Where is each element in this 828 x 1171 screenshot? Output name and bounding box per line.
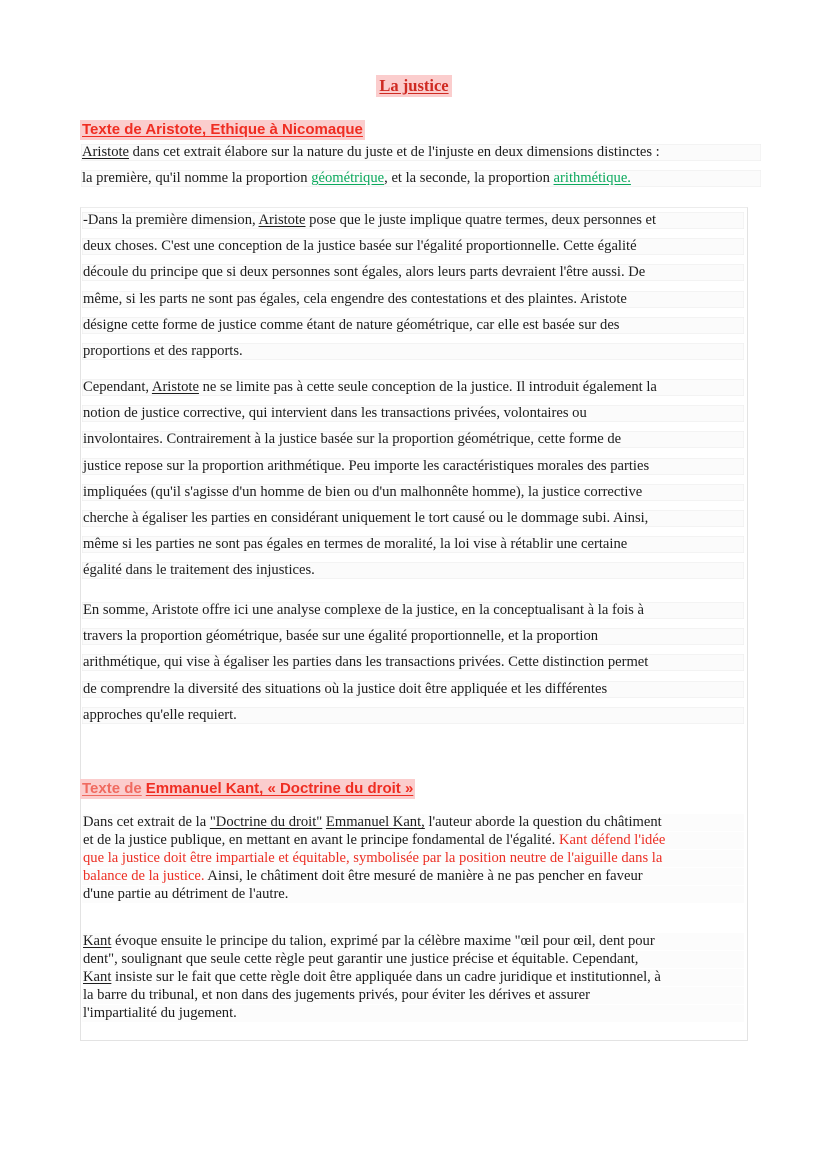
entity-aristote: Aristote [82,144,130,160]
text-run: dans cet extrait élabore sur la nature du juste et de l'injuste en deux dimensions distinctes : [129,144,660,160]
intro-paragraph [81,144,761,196]
text-run: la première, qu'il nomme la proportion [82,170,312,187]
text-line: dent", soulignant que seule cette règle peut garantir une justice précise et équitable. Cependant, [82,951,744,968]
text-line [82,969,744,986]
paragraph-aristote-2 [82,379,744,589]
text-line: l'impartialité du jugement. [82,1005,744,1022]
text-line: d'une partie au détriment de l'autre. [82,886,744,903]
text-run: l'auteur aborde la question du châtiment [424,814,662,830]
text-line: la barre du tribunal, et non dans des jugements privés, pour éviter les dérives et assurer [82,987,744,1004]
section-heading-aristote-text: Texte de Aristote, Ethique à Nicomaque [82,121,363,138]
paragraph-kant-1 [82,814,744,904]
text-line: découle du principe que si deux personnes sont égales, alors leurs parts devraient l'être aussi. De [82,264,744,281]
text-line: deux choses. C'est une conception de la justice basée sur l'égalité proportionnelle. Cette égalité [82,238,744,255]
text-run: Dans cet extrait de la [83,814,210,830]
highlight-text: balance de la justice. [83,868,205,884]
text-run: et de la justice publique, en mettant en avant le principe fondamental de l'égalité. [83,832,559,848]
text-line [82,212,744,229]
text-line [82,850,744,867]
entity-kant: Kant [83,969,112,985]
text-line: notion de justice corrective, qui intervient dans les transactions privées, volontaires ou [82,405,744,422]
highlight-text: Kant défend l'idée [558,832,666,848]
text-line [82,868,744,885]
entity-aristote: Aristote [258,212,306,228]
section-heading-kant [80,779,415,799]
section-heading-aristote [80,120,365,140]
page-title-text: La justice [376,75,451,97]
entity-emmanuel-kant: Emmanuel Kant, [325,814,425,830]
page-title [0,76,828,97]
text-run: pose que le juste implique quatre termes, deux personnes et [305,212,657,228]
text-line [82,379,744,396]
text-line [82,832,744,849]
text-line [82,933,744,950]
text-line: de comprendre la diversité des situations où la justice doit être appliquée et les différentes [82,681,744,698]
text-line [81,144,761,161]
text-line: même si les parties ne sont pas égales en termes de moralité, la loi vise à rétablir une certaine [82,536,744,553]
text-line: involontaires. Contrairement à la justice basée sur la proportion géométrique, cette forme de [82,431,744,448]
text-run: évoque ensuite le principe du talion, exprimé par la célèbre maxime "œil pour œil, dent pour [111,933,655,949]
text-line [81,170,761,187]
text-run: ne se limite pas à cette seule conception de la justice. Il introduit également la [198,379,657,395]
text-run: -Dans la première dimension, [83,212,259,228]
text-line: cherche à égaliser les parties en considérant uniquement le tort causé ou le dommage subi. Ainsi, [82,510,744,527]
text-line: impliquées (qu'il s'agisse d'un homme de bien ou d'un malhonnête homme), la justice corrective [82,484,744,501]
section-heading-kant-text: Emmanuel Kant, « Doctrine du droit » [145,780,414,797]
text-line: même, si les parts ne sont pas égales, cela engendre des contestations et des plaintes. Aristote [82,291,744,308]
link-arithmetique[interactable]: arithmétique. [553,170,631,187]
entity-aristote: Aristote [151,379,199,395]
text-line: travers la proportion géométrique, basée sur une égalité proportionnelle, et la proportion [82,628,744,645]
work-title-doctrine-du-droit: "Doctrine du droit" [209,814,323,830]
text-line: égalité dans le traitement des injustices. [82,562,744,579]
text-run: Cependant, [83,379,152,395]
section-heading-kant-prefix: Texte de [82,780,142,797]
text-run: insiste sur le fait que cette règle doit être appliquée dans un cadre juridique et institutionnel, à [111,969,661,985]
text-run: Ainsi, le châtiment doit être mesuré de manière à ne pas pencher en faveur [204,868,643,884]
text-line: justice repose sur la proportion arithmétique. Peu importe les caractéristiques morales des parties [82,458,744,475]
text-run: , et la seconde, la proportion [384,170,554,187]
text-line: En somme, Aristote offre ici une analyse complexe de la justice, en la conceptualisant à la fois à [82,602,744,619]
text-line: arithmétique, qui vise à égaliser les parties dans les transactions privées. Cette distinction permet [82,654,744,671]
text-line: désigne cette forme de justice comme étant de nature géométrique, car elle est basée sur des [82,317,744,334]
link-geometrique[interactable]: géométrique [311,170,385,187]
paragraph-kant-2 [82,933,744,1023]
text-line: proportions et des rapports. [82,343,744,360]
highlight-text: que la justice doit être impartiale et équitable, symbolisée par la position neutre de l'aiguille dans la [83,850,663,866]
paragraph-aristote-1 [82,212,744,369]
text-line [82,814,744,831]
text-line: approches qu'elle requiert. [82,707,744,724]
entity-kant: Kant [83,933,112,949]
paragraph-aristote-3 [82,602,744,733]
